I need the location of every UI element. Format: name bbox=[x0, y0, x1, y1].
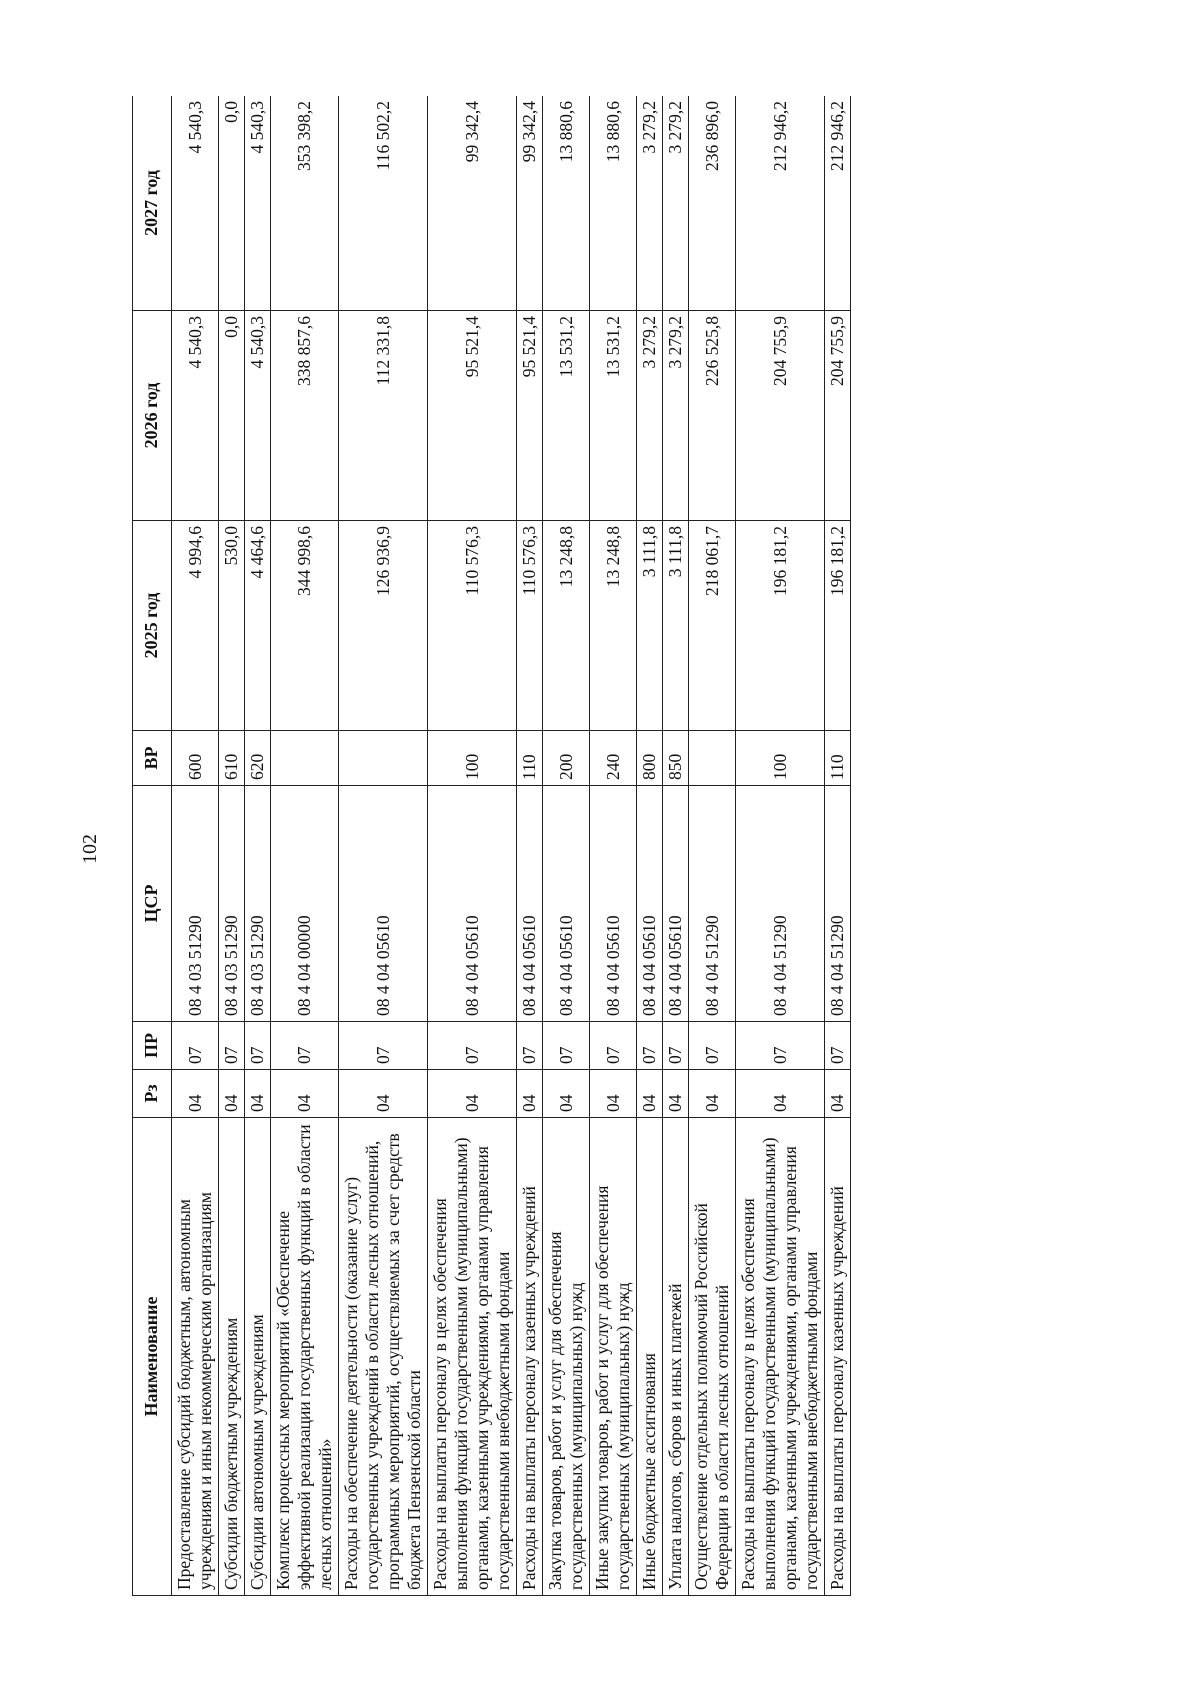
cell-2026: 95 521,4 bbox=[428, 311, 517, 521]
header-vr: ВР bbox=[133, 731, 172, 786]
table-row bbox=[689, 96, 736, 1596]
cell-pr: 07 bbox=[689, 1022, 736, 1070]
cell-vr: 100 bbox=[736, 731, 825, 786]
cell-2026: 3 279,2 bbox=[663, 311, 689, 521]
cell-2026: 13 531,2 bbox=[590, 311, 637, 521]
cell-csr: 08 4 04 05610 bbox=[339, 786, 428, 1022]
cell-2025: 196 181,2 bbox=[736, 521, 825, 731]
cell-2026: 3 279,2 bbox=[637, 311, 663, 521]
cell-csr: 08 4 03 51290 bbox=[172, 786, 219, 1022]
cell-name: Закупка товаров, работ и услуг для обеспечения государственных (муниципальных) нужд bbox=[543, 1118, 590, 1596]
cell-pr: 07 bbox=[245, 1022, 271, 1070]
rotated-table-frame bbox=[132, 96, 1054, 1596]
cell-2026: 338 857,6 bbox=[271, 311, 339, 521]
cell-rz: 04 bbox=[428, 1070, 517, 1118]
cell-csr: 08 4 04 05610 bbox=[517, 786, 543, 1022]
table-row bbox=[637, 96, 663, 1596]
cell-csr: 08 4 04 51290 bbox=[689, 786, 736, 1022]
cell-vr bbox=[689, 731, 736, 786]
cell-rz: 04 bbox=[172, 1070, 219, 1118]
cell-2025: 110 576,3 bbox=[428, 521, 517, 731]
cell-vr: 850 bbox=[663, 731, 689, 786]
table-row bbox=[219, 96, 245, 1596]
cell-2025: 126 936,9 bbox=[339, 521, 428, 731]
cell-vr bbox=[339, 731, 428, 786]
table-row bbox=[172, 96, 219, 1596]
cell-vr bbox=[271, 731, 339, 786]
table-row bbox=[590, 96, 637, 1596]
cell-2025: 196 181,2 bbox=[825, 521, 851, 731]
cell-csr: 08 4 04 05610 bbox=[428, 786, 517, 1022]
table-row bbox=[825, 96, 851, 1596]
cell-rz: 04 bbox=[736, 1070, 825, 1118]
cell-csr: 08 4 04 00000 bbox=[271, 786, 339, 1022]
cell-pr: 07 bbox=[825, 1022, 851, 1070]
cell-rz: 04 bbox=[517, 1070, 543, 1118]
cell-csr: 08 4 03 51290 bbox=[245, 786, 271, 1022]
cell-vr: 200 bbox=[543, 731, 590, 786]
header-rz: Рз bbox=[133, 1070, 172, 1118]
cell-rz: 04 bbox=[271, 1070, 339, 1118]
cell-csr: 08 4 04 05610 bbox=[637, 786, 663, 1022]
cell-name: Расходы на выплаты персоналу казенных учреждений bbox=[517, 1118, 543, 1596]
cell-rz: 04 bbox=[590, 1070, 637, 1118]
cell-pr: 07 bbox=[543, 1022, 590, 1070]
cell-2027: 116 502,2 bbox=[339, 96, 428, 311]
cell-name: Комплекс процессных мероприятий «Обеспечение эффективной реализации государственных функций в области лесных отношений» bbox=[271, 1118, 339, 1596]
cell-2027: 13 880,6 bbox=[590, 96, 637, 311]
cell-2025: 3 111,8 bbox=[663, 521, 689, 731]
cell-pr: 07 bbox=[219, 1022, 245, 1070]
cell-vr: 110 bbox=[825, 731, 851, 786]
table-row bbox=[271, 96, 339, 1596]
cell-name: Иные бюджетные ассигнования bbox=[637, 1118, 663, 1596]
cell-2027: 0,0 bbox=[219, 96, 245, 311]
header-2025: 2025 год bbox=[133, 521, 172, 731]
cell-pr: 07 bbox=[637, 1022, 663, 1070]
cell-2025: 4 464,6 bbox=[245, 521, 271, 731]
table-row bbox=[339, 96, 428, 1596]
cell-vr: 610 bbox=[219, 731, 245, 786]
cell-name: Расходы на выплаты персоналу в целях обеспечения выполнения функций государственными (муниципальными) органами, казенными учреждениями, органами управления государственными внебюджетными фондами bbox=[736, 1118, 825, 1596]
table-row bbox=[517, 96, 543, 1596]
budget-table bbox=[132, 96, 851, 1596]
cell-name: Субсидии автономным учреждениям bbox=[245, 1118, 271, 1596]
cell-pr: 07 bbox=[517, 1022, 543, 1070]
cell-name: Предоставление субсидий бюджетным, автономным учреждениям и иным некоммерческим организациям bbox=[172, 1118, 219, 1596]
cell-vr: 800 bbox=[637, 731, 663, 786]
cell-2027: 353 398,2 bbox=[271, 96, 339, 311]
cell-vr: 240 bbox=[590, 731, 637, 786]
table-row bbox=[736, 96, 825, 1596]
cell-2026: 13 531,2 bbox=[543, 311, 590, 521]
cell-vr: 620 bbox=[245, 731, 271, 786]
cell-pr: 07 bbox=[590, 1022, 637, 1070]
cell-2027: 236 896,0 bbox=[689, 96, 736, 311]
table-header-row bbox=[133, 96, 172, 1596]
cell-vr: 100 bbox=[428, 731, 517, 786]
cell-pr: 07 bbox=[172, 1022, 219, 1070]
cell-rz: 04 bbox=[637, 1070, 663, 1118]
cell-2026: 112 331,8 bbox=[339, 311, 428, 521]
cell-rz: 04 bbox=[245, 1070, 271, 1118]
cell-2025: 4 994,6 bbox=[172, 521, 219, 731]
cell-2026: 0,0 bbox=[219, 311, 245, 521]
cell-2027: 212 946,2 bbox=[736, 96, 825, 311]
cell-name: Расходы на выплаты персоналу в целях обеспечения выполнения функций государственными (муниципальными) органами, казенными учреждениями, органами управления государственными внебюджетными фондами bbox=[428, 1118, 517, 1596]
cell-rz: 04 bbox=[689, 1070, 736, 1118]
cell-csr: 08 4 04 51290 bbox=[825, 786, 851, 1022]
cell-vr: 110 bbox=[517, 731, 543, 786]
cell-2026: 95 521,4 bbox=[517, 311, 543, 521]
cell-rz: 04 bbox=[825, 1070, 851, 1118]
cell-2026: 204 755,9 bbox=[736, 311, 825, 521]
header-2027: 2027 год bbox=[133, 96, 172, 311]
cell-pr: 07 bbox=[736, 1022, 825, 1070]
cell-2026: 204 755,9 bbox=[825, 311, 851, 521]
page-number: 102 bbox=[79, 834, 101, 864]
cell-csr: 08 4 04 05610 bbox=[590, 786, 637, 1022]
header-csr: ЦСР bbox=[133, 786, 172, 1022]
cell-rz: 04 bbox=[663, 1070, 689, 1118]
header-2026: 2026 год bbox=[133, 311, 172, 521]
cell-2025: 13 248,8 bbox=[543, 521, 590, 731]
cell-csr: 08 4 04 51290 bbox=[736, 786, 825, 1022]
cell-2026: 4 540,3 bbox=[172, 311, 219, 521]
cell-name: Расходы на выплаты персоналу казенных учреждений bbox=[825, 1118, 851, 1596]
cell-2027: 99 342,4 bbox=[428, 96, 517, 311]
cell-2026: 4 540,3 bbox=[245, 311, 271, 521]
cell-pr: 07 bbox=[428, 1022, 517, 1070]
budget-table-container bbox=[132, 96, 1054, 1596]
cell-pr: 07 bbox=[271, 1022, 339, 1070]
table-row bbox=[543, 96, 590, 1596]
table-row bbox=[663, 96, 689, 1596]
cell-2027: 4 540,3 bbox=[172, 96, 219, 311]
cell-csr: 08 4 03 51290 bbox=[219, 786, 245, 1022]
cell-2027: 212 946,2 bbox=[825, 96, 851, 311]
cell-2025: 3 111,8 bbox=[637, 521, 663, 731]
header-name: Наименование bbox=[133, 1118, 172, 1596]
cell-2027: 4 540,3 bbox=[245, 96, 271, 311]
cell-name: Субсидии бюджетным учреждениям bbox=[219, 1118, 245, 1596]
cell-2025: 344 998,6 bbox=[271, 521, 339, 731]
cell-name: Осуществление отдельных полномочий Российской Федерации в области лесных отношений bbox=[689, 1118, 736, 1596]
cell-2027: 99 342,4 bbox=[517, 96, 543, 311]
cell-2025: 218 061,7 bbox=[689, 521, 736, 731]
cell-pr: 07 bbox=[663, 1022, 689, 1070]
cell-csr: 08 4 04 05610 bbox=[543, 786, 590, 1022]
cell-name: Уплата налогов, сборов и иных платежей bbox=[663, 1118, 689, 1596]
cell-2027: 3 279,2 bbox=[663, 96, 689, 311]
cell-rz: 04 bbox=[219, 1070, 245, 1118]
cell-2027: 3 279,2 bbox=[637, 96, 663, 311]
cell-2026: 226 525,8 bbox=[689, 311, 736, 521]
cell-2027: 13 880,6 bbox=[543, 96, 590, 311]
cell-2025: 530,0 bbox=[219, 521, 245, 731]
cell-2025: 110 576,3 bbox=[517, 521, 543, 731]
cell-2025: 13 248,8 bbox=[590, 521, 637, 731]
cell-rz: 04 bbox=[339, 1070, 428, 1118]
cell-name: Иные закупки товаров, работ и услуг для обеспечения государственных (муниципальных) нужд bbox=[590, 1118, 637, 1596]
table-row bbox=[428, 96, 517, 1596]
cell-pr: 07 bbox=[339, 1022, 428, 1070]
cell-name: Расходы на обеспечение деятельности (оказание услуг) государственных учреждений в области лесных отношений, программных мероприятий, осуществляемых за счет средств бюджета Пензенской области bbox=[339, 1118, 428, 1596]
cell-csr: 08 4 04 05610 bbox=[663, 786, 689, 1022]
table-row bbox=[245, 96, 271, 1596]
cell-rz: 04 bbox=[543, 1070, 590, 1118]
header-pr: ПР bbox=[133, 1022, 172, 1070]
cell-vr: 600 bbox=[172, 731, 219, 786]
